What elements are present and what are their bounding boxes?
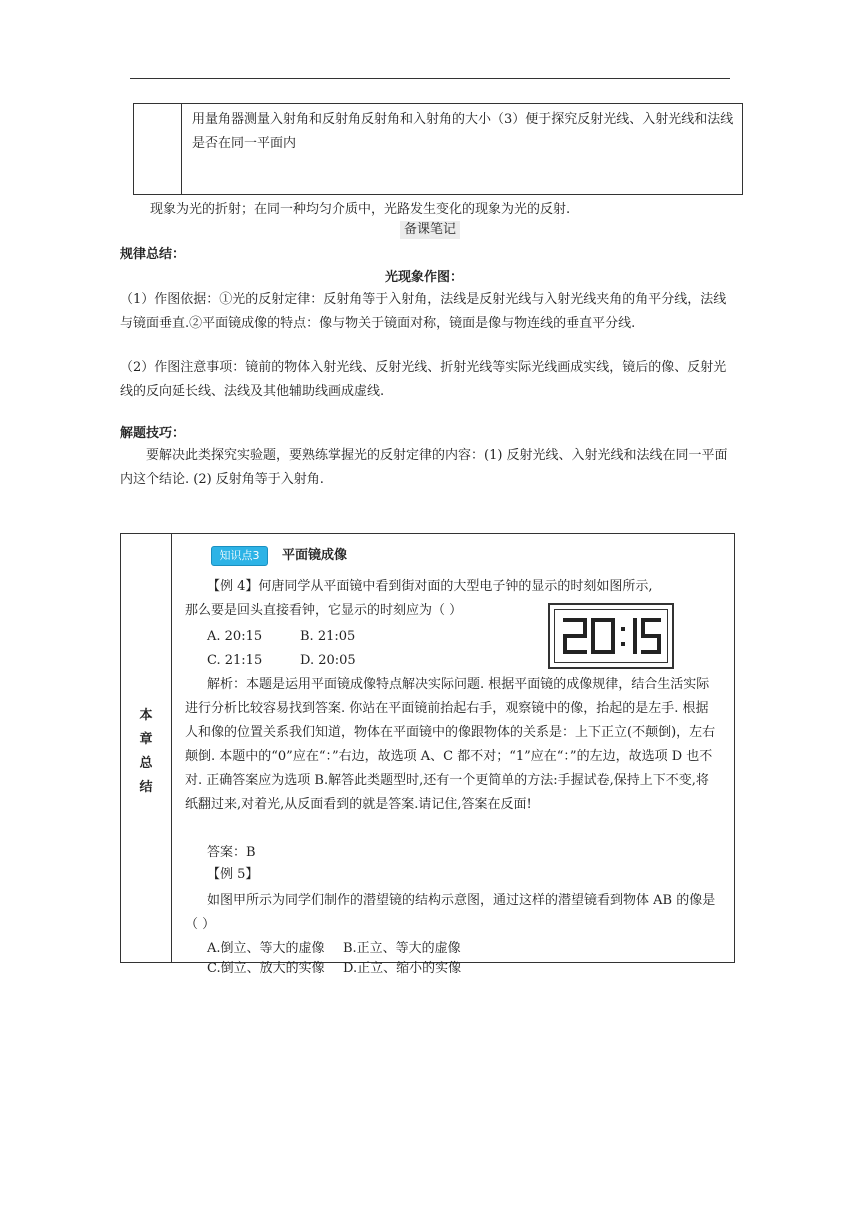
table-divider bbox=[171, 534, 172, 962]
digital-clock-figure bbox=[548, 603, 674, 669]
example-5-option-a: A.倒立、等大的虚像 bbox=[207, 941, 325, 956]
top-table-cell: 用量角器测量入射角和反射角反射角和入射角的大小（3）便于探究反射光线、入射光线和法线是否在同一平面内 bbox=[192, 112, 734, 151]
analysis-text: 解析：本题是运用平面镜成像特点解决实际问题. 根据平面镜的成像规律，结合生活实际进行分析比较容易找到答案. 你站在平面镜前抬起右手，观察镜中的像，抬起的是左手. 根据人和像的位置关系我们知道，物体在平面镜中的像跟物体的关系是：上下正立(不颠倒)，左右颠倒. 本题中的“0”应在“：”右边，故选项 A、C 都不对；“1”应在“：”的左边，故选项 D 也不对. 正确答案应为选项 B.解答此类题型时,还有一个更简单的方法:手握试卷,保持上下不变,将纸翻过来,对着光,从反面看到的就是答案.请记住,答案在反面! bbox=[185, 677, 716, 812]
rule-paragraph-1: （1）作图依据：①光的反射定律：反射角等于入射角，法线是反射光线与入射光线夹角的角平分线，法线与镜面垂直.②平面镜成像的特点：像与物关于镜面对称，镜面是像与物连线的垂直平分线. bbox=[120, 292, 727, 331]
option-c: C. 21:15 bbox=[207, 653, 263, 668]
top-table bbox=[133, 103, 743, 195]
clock-digits bbox=[555, 610, 668, 663]
prep-notes-label: 备课笔记 bbox=[400, 221, 460, 239]
tips-heading: 解题技巧： bbox=[120, 426, 186, 441]
example-5-label: 【例 5】 bbox=[207, 867, 259, 882]
example-4-line-2: 那么要是回头直接看钟，它显示的时刻应为（ ） bbox=[185, 603, 463, 618]
rule-summary-heading: 规律总结： bbox=[120, 247, 186, 262]
example-5-option-b: B.正立、等大的虚像 bbox=[343, 941, 461, 956]
side-label bbox=[121, 704, 171, 800]
side-char: 章 bbox=[139, 732, 153, 747]
tips-body: 要解决此类探究实验题，要熟练掌握光的反射定律的内容：(1) 反射光线、入射光线和法线在同一平面内这个结论. (2) 反射角等于入射角. bbox=[120, 448, 728, 487]
clock-screen bbox=[554, 609, 668, 663]
rule-summary-subheading: 光现象作图： bbox=[385, 270, 464, 285]
side-char: 结 bbox=[139, 780, 153, 795]
rule-paragraph-2: （2）作图注意事项：镜前的物体入射光线、反射光线、折射光线等实际光线画成实线，镜后的像、反射光线的反向延长线、法线及其他辅助线画成虚线. bbox=[120, 360, 727, 399]
note-line: 现象为光的折射；在同一种均匀介质中，光路发生变化的现象为光的反射. bbox=[150, 202, 571, 217]
example-4-line-1: 【例 4】何唐同学从平面镜中看到街对面的大型电子钟的显示的时刻如图所示, bbox=[207, 579, 653, 594]
example-5-option-c: C.倒立、放大的实像 bbox=[207, 961, 325, 976]
header-rule bbox=[130, 78, 730, 79]
option-a: A. 20:15 bbox=[207, 629, 263, 644]
answer-text: 答案：B bbox=[207, 845, 256, 860]
side-char: 本 bbox=[139, 708, 153, 723]
knowledge-point-badge: 知识点3 bbox=[211, 546, 268, 566]
example-5-question: 如图甲所示为同学们制作的潜望镜的结构示意图，通过这样的潜望镜看到物体 AB 的像是（ ） bbox=[185, 893, 716, 932]
knowledge-point-title: 平面镜成像 bbox=[282, 548, 348, 563]
table-divider bbox=[181, 104, 182, 194]
side-char: 总 bbox=[139, 756, 153, 771]
option-b: B. 21:05 bbox=[300, 629, 356, 644]
example-5-option-d: D.正立、缩小的实像 bbox=[343, 961, 462, 976]
option-d: D. 20:05 bbox=[300, 653, 356, 668]
